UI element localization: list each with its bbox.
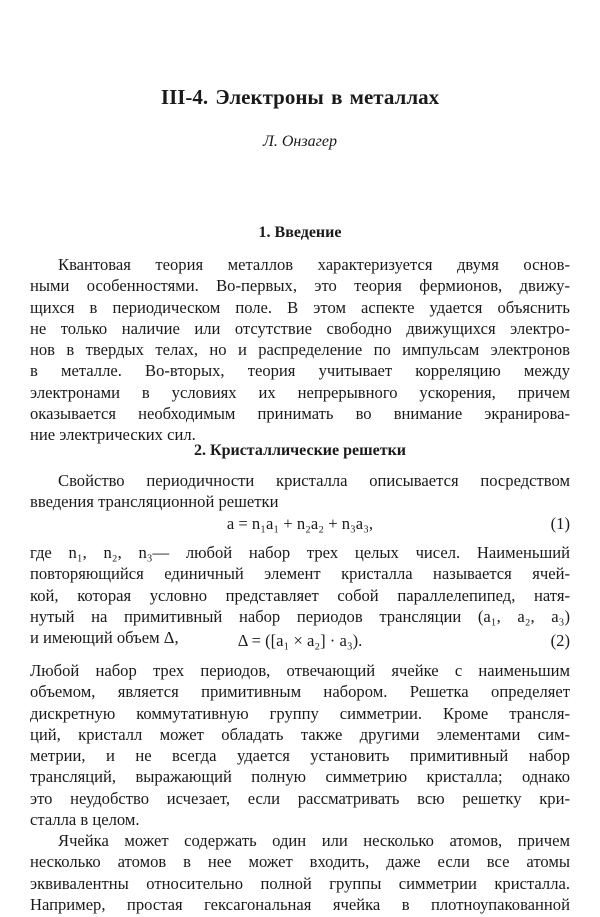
text-line: Квантовая теория металлов характеризуется двумя основ-: [58, 255, 570, 274]
text-line: метрии, и не всегда удается установить примитивный набор: [30, 746, 570, 766]
equation-number: (1): [550, 514, 570, 533]
text-line: в металле. Во-вторых, теория учитывает корреляцию между: [30, 361, 570, 381]
article-author: Л. Онзагер: [263, 133, 337, 150]
equation-2: [30, 630, 570, 652]
text-line: электронами в условиях их непрерывного ускорения, причем: [30, 382, 570, 402]
section-heading-introduction: 1. Введение: [258, 224, 342, 241]
equation-formula: a = n₁a₁ + n₂a₂ + n₃a₃,: [226, 514, 374, 533]
lattice-paragraph-3: [30, 660, 570, 830]
text-line: дискретную коммутативную группу симметрии. Кроме трансля-: [30, 703, 570, 723]
text-line: оказывается необходимым принимать во внимание экранирова-: [30, 404, 570, 424]
equation-formula: Δ = ([a₁ × a₂] · a₃).: [237, 631, 363, 650]
text-line: кой, которая условно представляет собой параллелепипед, натя-: [30, 585, 570, 605]
text-line: Любой набор трех периодов, отвечающий ячейке с наименьшим: [30, 661, 570, 680]
introduction-paragraph: [30, 254, 570, 446]
text-line: ние электрических сил.: [30, 425, 196, 445]
equation-1: [30, 513, 570, 535]
text-line: трансляций, выражающий полную симметрию кристалла; однако: [30, 767, 570, 787]
text-line: Например, простая гексагональная ячейка в плотноупакованной: [30, 894, 570, 914]
section-heading-crystal-lattices: 2. Кристаллические решетки: [193, 442, 407, 459]
text-line: введения трансляционной решетки: [30, 492, 279, 512]
text-line: объемом, является примитивным набором. Решетка определяет: [30, 682, 570, 702]
text-line: и имеющий объем Δ,: [30, 628, 179, 648]
lattice-paragraph-1: [30, 470, 570, 513]
text-line: Свойство периодичности кристалла описывается посредством: [58, 471, 570, 490]
text-line: нов в твердых телах, но и распределение по импульсам электронов: [30, 340, 570, 360]
text-line: щихся в периодическом поле. В этом аспекте удается объяснить: [30, 297, 570, 317]
text-line: нутый на примитивный набор периодов трансляции (a₁, a₂, a₃): [30, 606, 570, 626]
text-line: эквивалентны относительно полной группы симметрии кристалла.: [30, 873, 570, 893]
text-line: не только наличие или отсутствие свободно движущихся электро-: [30, 318, 570, 338]
text-line: где n₁, n₂, n₃— любой набор трех целых чисел. Наименьший: [30, 543, 570, 562]
text-line: Ячейка может содержать один или несколько атомов, причем: [58, 831, 570, 850]
text-line: сталла в целом.: [30, 810, 140, 830]
text-line: ными особенностями. Во-первых, это теория фермионов, движу-: [30, 276, 570, 296]
article-title: III-4. Электроны в металлах: [160, 85, 440, 109]
text-line: несколько атомов в нее может входить, даже если все атомы: [30, 852, 570, 872]
text-line: повторяющийся единичный элемент кристалла называется ячей-: [30, 564, 570, 584]
text-line: ций, кристалл может обладать также другими элементами сим-: [30, 724, 570, 744]
lattice-paragraph-4: [30, 830, 570, 915]
equation-number: (2): [550, 631, 570, 650]
text-line: это неудобство исчезает, если рассматривать всю решетку кри-: [30, 788, 570, 808]
